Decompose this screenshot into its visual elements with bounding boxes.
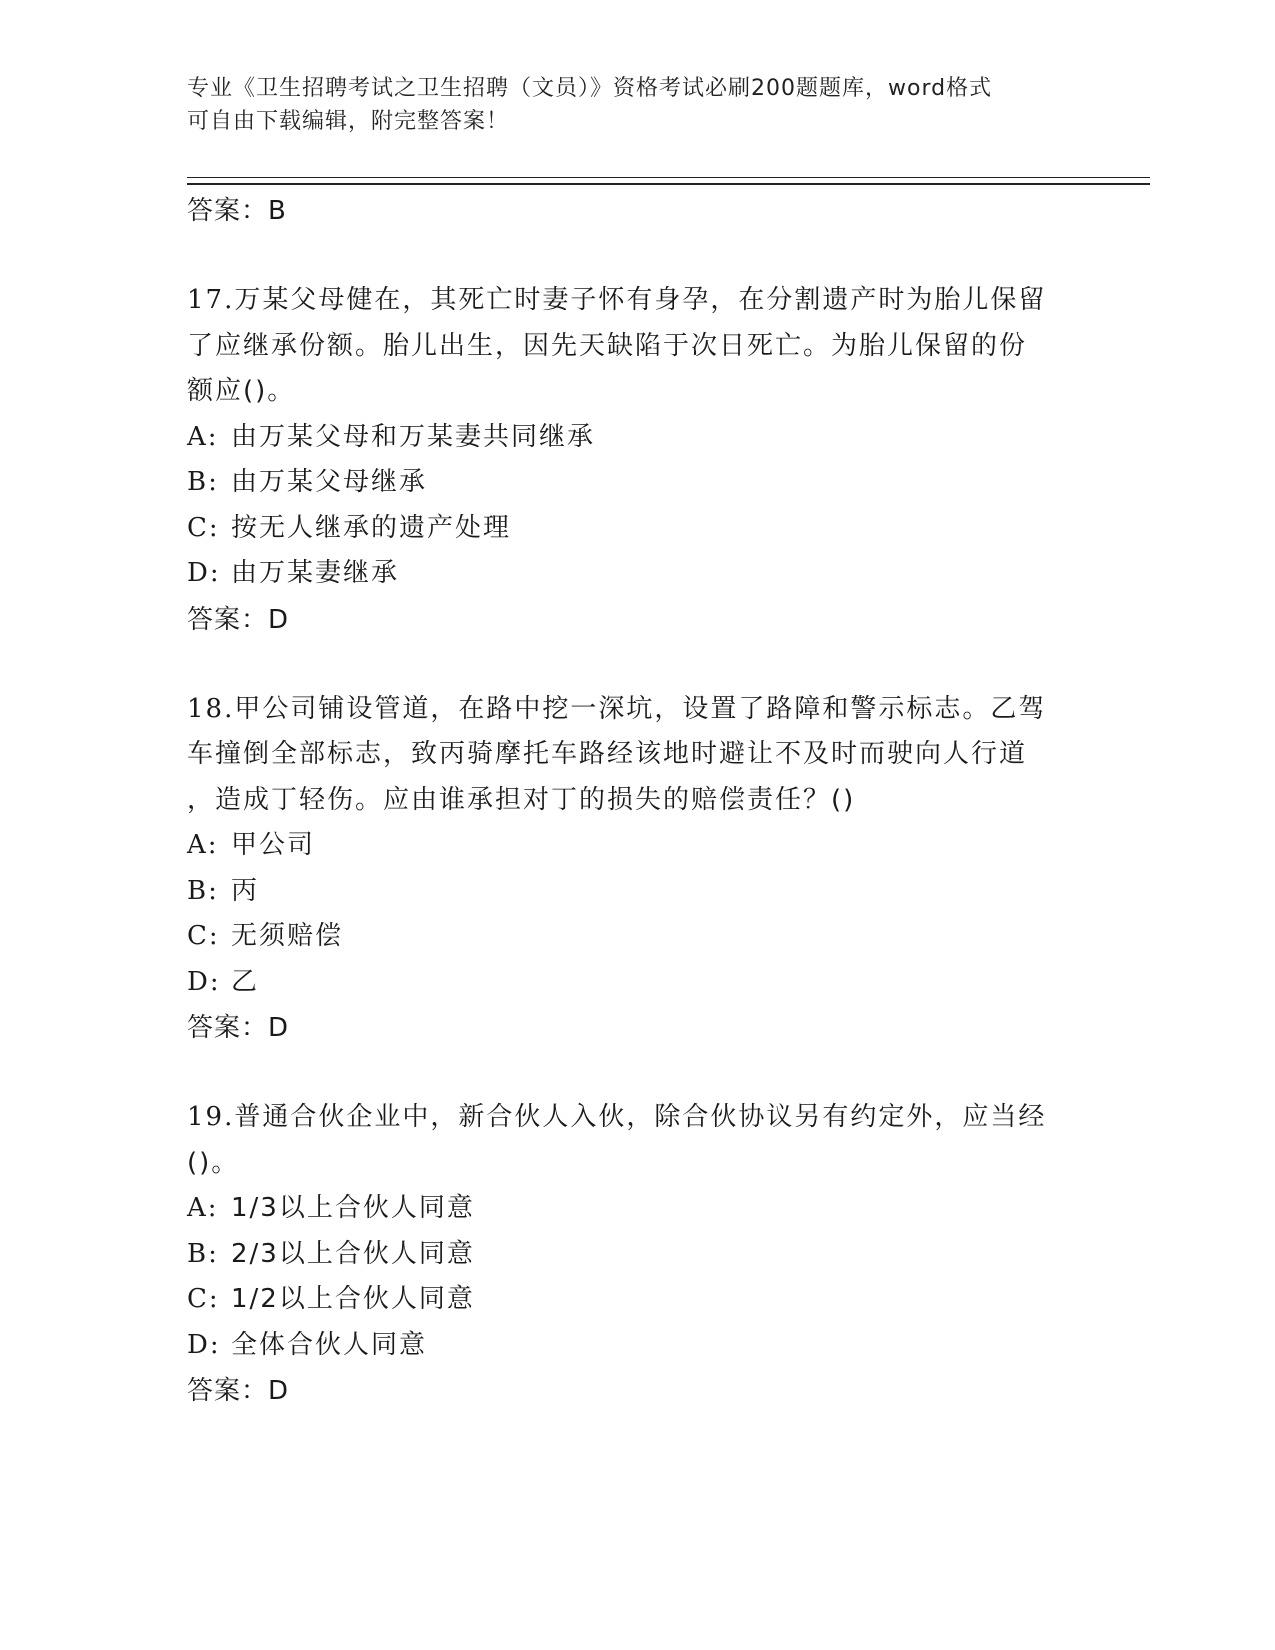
option-text: 由万某父母和万某妻共同继承 xyxy=(231,421,596,452)
question-number: 17. xyxy=(187,285,235,315)
option-a xyxy=(187,823,1087,869)
stem-line: 了应继承份额。胎儿出生，因先天缺陷于次日死亡。为胎儿保留的份 xyxy=(187,330,1028,361)
option-text: 2/3以上合伙人同意 xyxy=(231,1238,475,1269)
question-17 xyxy=(187,278,1087,643)
question-content xyxy=(187,188,1087,1414)
stem-line: 万某父母健在，其死亡时妻子怀有身孕，在分割遗产时为胎儿保留 xyxy=(234,285,1047,315)
answer-value: D xyxy=(268,604,290,635)
answer-line xyxy=(187,188,1087,234)
answer-value: B xyxy=(268,196,287,226)
header-divider xyxy=(187,177,1150,185)
page-header xyxy=(187,72,1087,138)
option-text: 1/2以上合伙人同意 xyxy=(231,1284,475,1314)
option-d xyxy=(187,1323,1087,1369)
answer-value: D xyxy=(268,1013,290,1043)
answer-line xyxy=(187,1005,1087,1051)
answer-label: 答案： xyxy=(187,1013,269,1043)
question-number: 19. xyxy=(187,1102,235,1132)
question-18 xyxy=(187,687,1087,1052)
option-a xyxy=(187,1186,1087,1232)
option-key: A: xyxy=(187,421,219,452)
option-key: D: xyxy=(187,558,221,588)
option-text: 由万某妻继承 xyxy=(231,558,400,588)
answer-value: D xyxy=(268,1376,290,1406)
option-text: 按无人继承的遗产处理 xyxy=(231,512,512,543)
option-key: D: xyxy=(187,1329,221,1360)
option-a xyxy=(187,415,1087,461)
stem-line: 普通合伙企业中，新合伙人入伙，除合伙协议另有约定外，应当经 xyxy=(234,1102,1047,1132)
answer-line xyxy=(187,1368,1087,1414)
option-text: 甲公司 xyxy=(231,830,316,860)
question-stem xyxy=(187,1095,1087,1186)
header-title-line-2: 可自由下载编辑，附完整答案！ xyxy=(187,109,510,134)
answer-line xyxy=(187,597,1087,643)
question-stem xyxy=(187,687,1087,824)
stem-line: ，造成丁轻伤。应由谁承担对丁的损失的赔偿责任？() xyxy=(187,784,856,815)
question-number: 18. xyxy=(187,693,235,724)
header-title-line-1: 专业《卫生招聘考试之卫生招聘（文员）》资格考试必刷200题题库，word格式 xyxy=(187,76,993,101)
option-b xyxy=(187,460,1087,506)
option-key: D: xyxy=(187,966,221,997)
option-key: A: xyxy=(187,830,219,860)
option-b xyxy=(187,1232,1087,1278)
option-text: 由万某父母继承 xyxy=(231,467,428,497)
option-key: C: xyxy=(187,512,220,543)
stem-line: ()。 xyxy=(187,1147,240,1178)
option-c xyxy=(187,506,1087,552)
stem-line: 车撞倒全部标志，致丙骑摩托车路经该地时避让不及时而驶向人行道 xyxy=(187,739,1028,769)
answer-label: 答案： xyxy=(187,1376,269,1406)
question-stem xyxy=(187,278,1087,415)
option-key: B: xyxy=(187,875,219,906)
option-c xyxy=(187,1277,1087,1323)
option-text: 丙 xyxy=(231,875,260,906)
option-d xyxy=(187,551,1087,597)
option-key: B: xyxy=(187,1238,219,1269)
option-text: 全体合伙人同意 xyxy=(231,1329,428,1360)
option-key: A: xyxy=(187,1193,219,1223)
stem-line: 额应()。 xyxy=(187,376,296,406)
answer-label: 答案： xyxy=(187,196,269,226)
option-d xyxy=(187,960,1087,1006)
option-c xyxy=(187,914,1087,960)
option-b xyxy=(187,869,1087,915)
answer-label: 答案： xyxy=(187,604,269,635)
option-key: B: xyxy=(187,467,219,497)
option-text: 1/3以上合伙人同意 xyxy=(231,1193,475,1223)
question-19 xyxy=(187,1095,1087,1414)
option-text: 无须赔偿 xyxy=(231,921,344,951)
option-key: C: xyxy=(187,921,220,951)
stem-line: 甲公司铺设管道，在路中挖一深坑，设置了路障和警示标志。乙驾 xyxy=(234,693,1047,724)
option-key: C: xyxy=(187,1284,220,1314)
option-text: 乙 xyxy=(231,966,260,997)
